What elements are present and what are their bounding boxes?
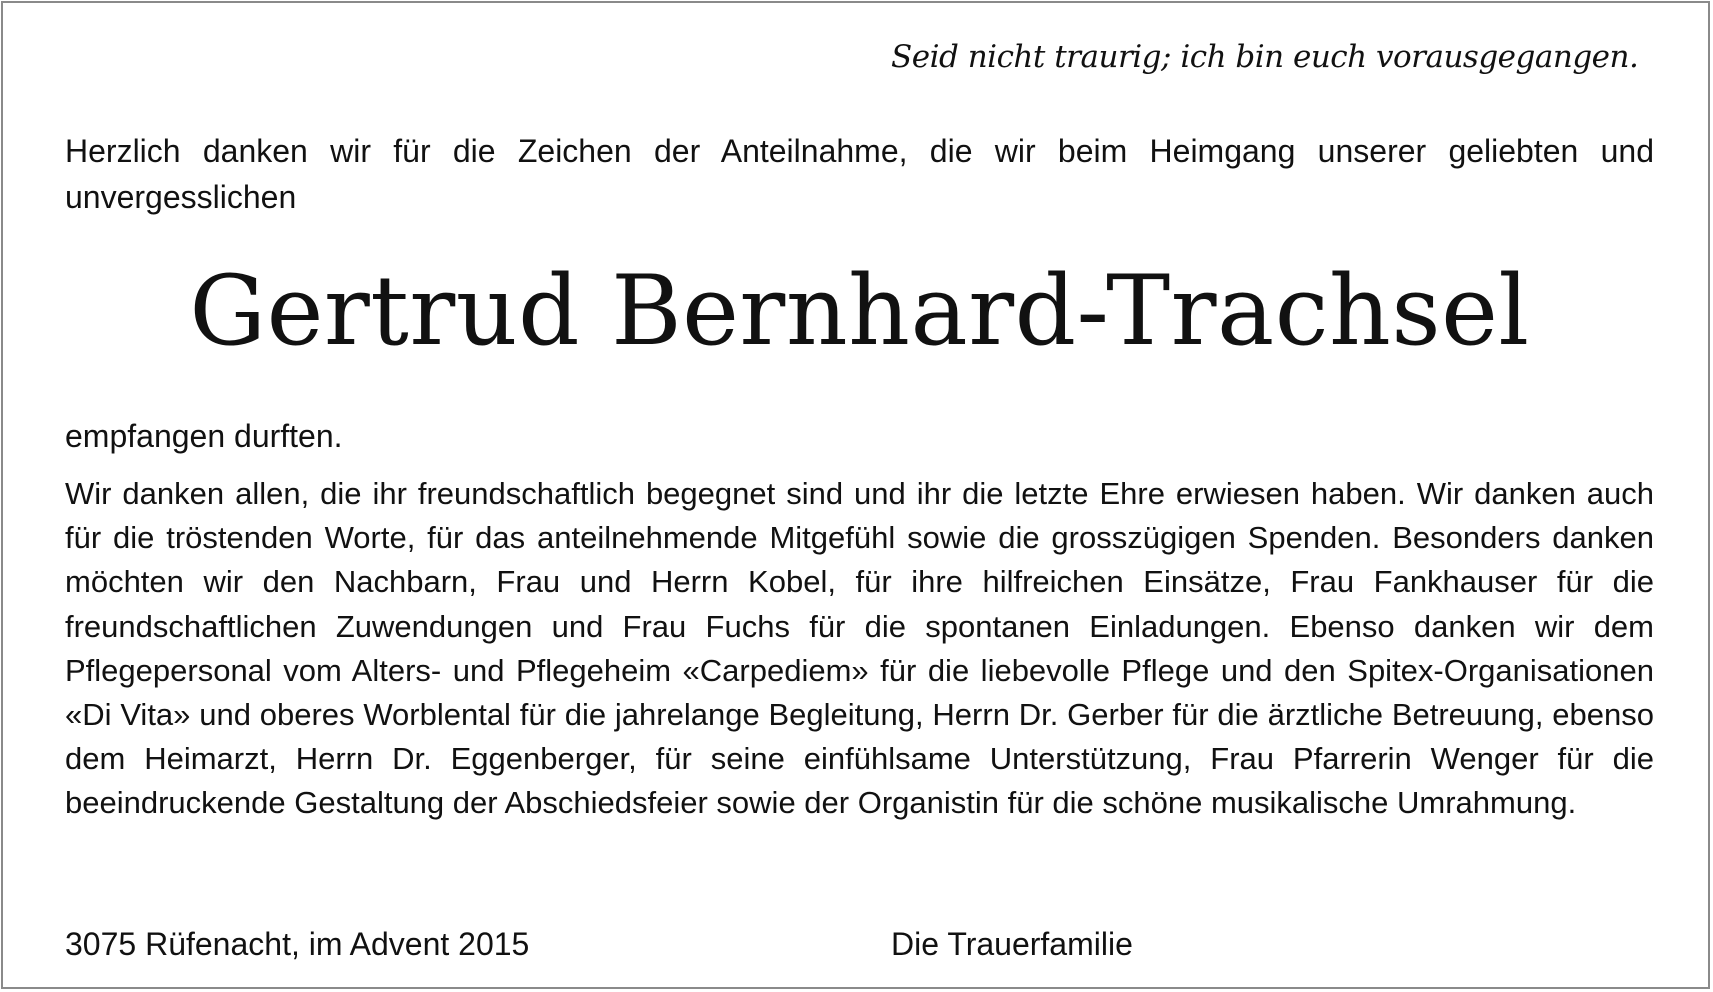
motto-quote: Seid nicht traurig; ich bin euch vorausgegangen. [891, 39, 1639, 75]
received-line: empfangen durften. [65, 418, 343, 454]
notice-frame [1, 1, 1710, 989]
deceased-name-heading: Gertrud Bernhard-Trachsel [189, 255, 1530, 367]
signature: Die Trauerfamilie [891, 926, 1133, 962]
thanks-paragraph: Wir danken allen, die ihr freundschaftlich begegnet sind und ihr die letzte Ehre erwiesen haben. Wir danken auch für die tröstenden Worte, für das anteilnehmende Mitgefühl sowie die grosszügigen Spenden. Besonders danken möchten wir den Nachbarn, Frau und Herrn Kobel, für ihre hilfreichen Einsätze, Frau Fankhauser für die freundschaftlichen Zuwendungen und Frau Fuchs für die spontanen Einladungen. Ebenso danken wir dem Pflegepersonal vom Alters- und Pflegeheim «Carpediem» für die liebevolle Pflege und den Spitex-Organisationen «Di Vita» und oberes Worblental für die jahrelange Begleitung, Herrn Dr. Gerber für die ärztliche Betreuung, ebenso dem Heimarzt, Herrn Dr. Eggenberger, für seine einfühlsame Unterstützung, Frau Pfarrerin Wenger für die beeindruckende Gestaltung der Abschiedsfeier sowie der Organistin für die schöne musikalische Umrahmung. [65, 476, 1654, 821]
place-date: 3075 Rüfenacht, im Advent 2015 [65, 926, 530, 962]
intro-paragraph: Herzlich danken wir für die Zeichen der Anteilnahme, die wir beim Heimgang unserer geliebten und unvergesslichen [65, 133, 1654, 215]
